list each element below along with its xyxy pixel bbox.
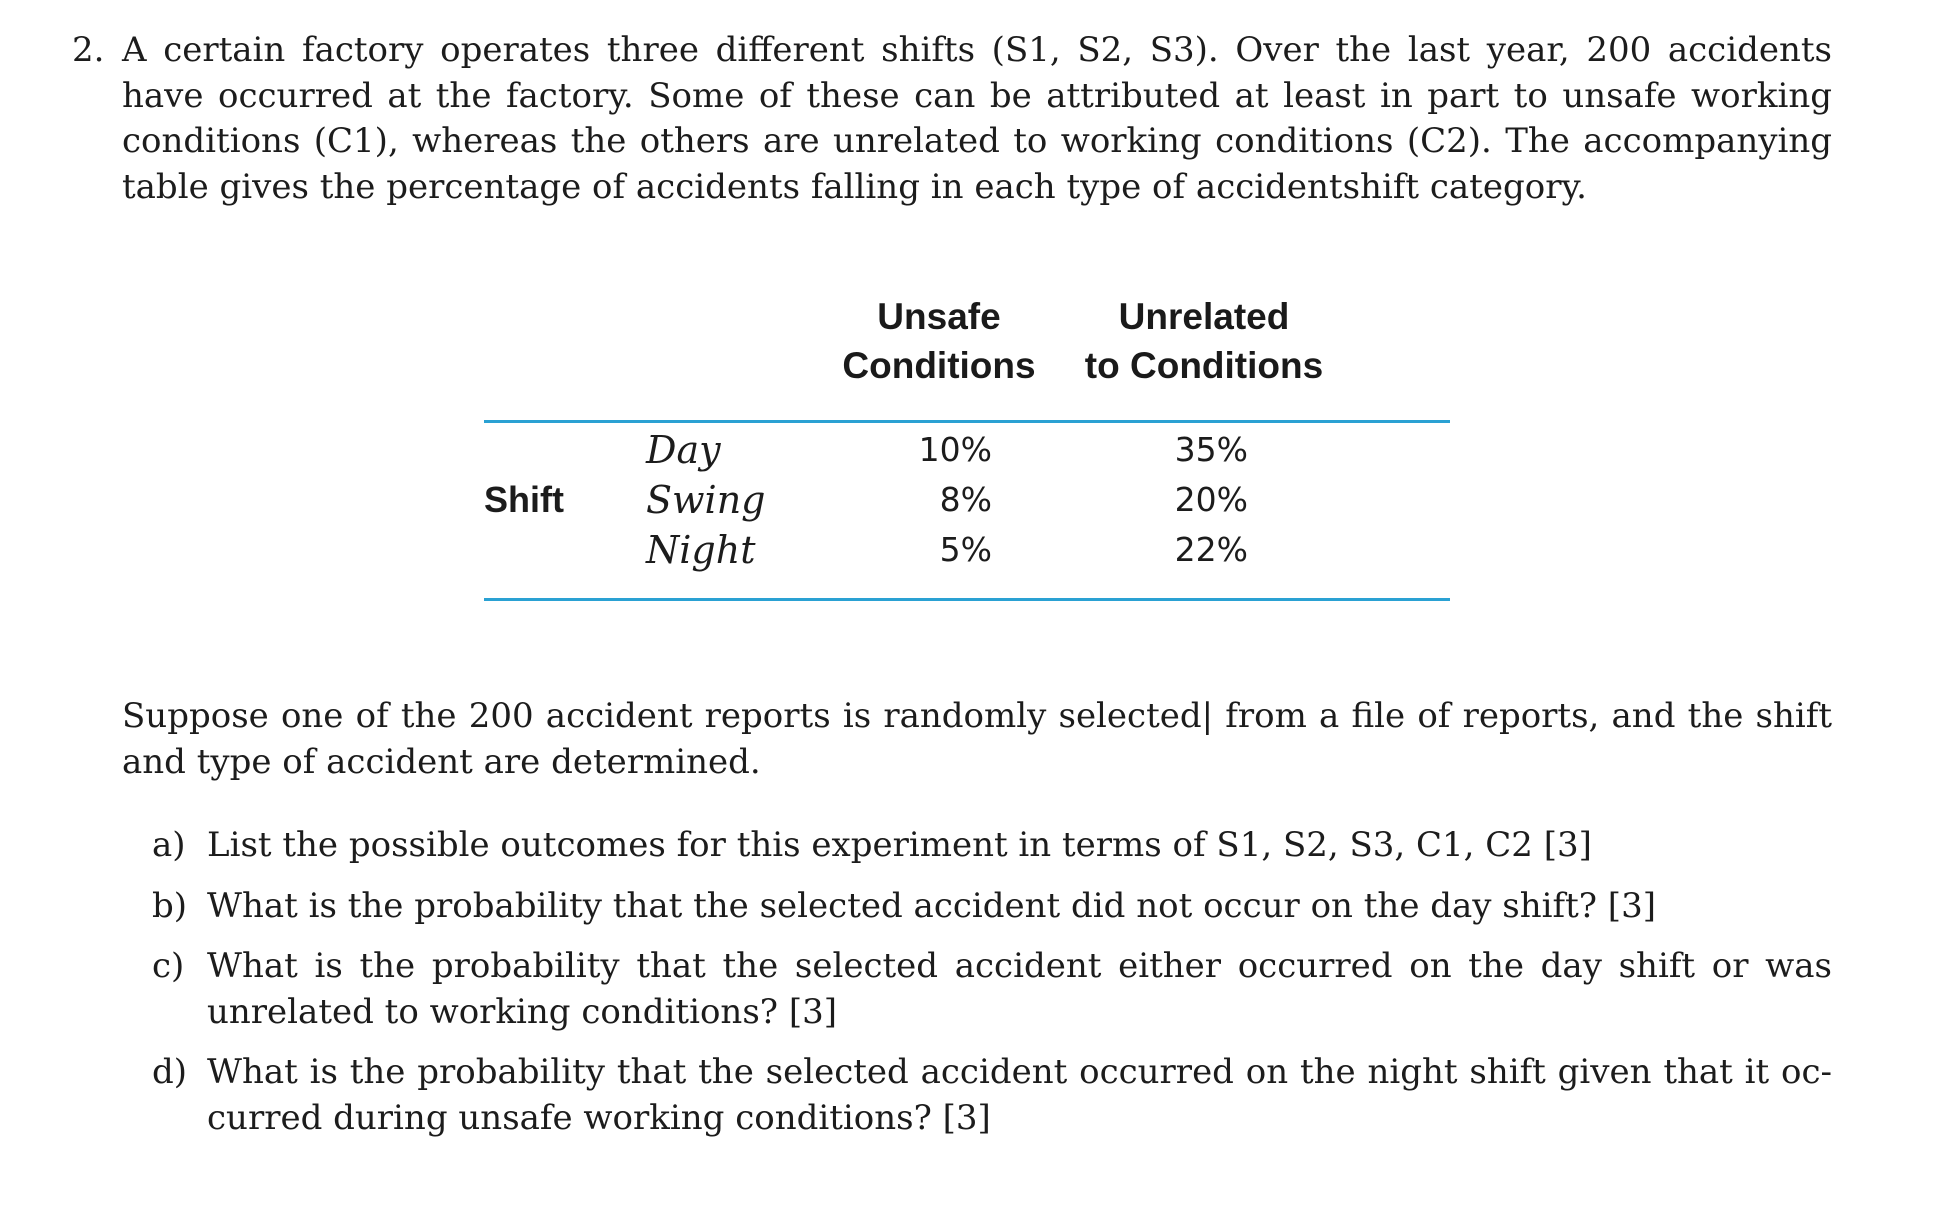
- table-bottom-rule: [484, 598, 1450, 601]
- table-top-rule: [484, 420, 1450, 423]
- cell-day-unrelated: 35%: [1174, 430, 1248, 469]
- column-header-unsafe: [814, 292, 1064, 390]
- part-a-letter: a): [152, 825, 186, 865]
- part-d: [152, 1050, 1832, 1141]
- part-b-text: What is the probability that the selected accident did not occur on the day shift? [3]: [207, 885, 1656, 926]
- part-c-letter: c): [152, 946, 185, 986]
- cell-night-unrelated: 22%: [1174, 530, 1248, 569]
- column-header-unrelated: [1064, 292, 1344, 390]
- part-b-letter: b): [152, 885, 188, 926]
- scenario-paragraph: Suppose one of the 200 accident reports is randomly selected| from a file of reports, and the shift and type of accident are determined.: [122, 696, 1832, 782]
- column-header-unrelated-text: Unrelated to Conditions: [1084, 296, 1324, 386]
- cell-swing-unrelated: 20%: [1174, 480, 1248, 519]
- part-d-text: What is the probability that the selected accident occurred on the night shift given that it oc-curred during unsafe working conditions? [3]: [207, 1052, 1832, 1138]
- cell-night-unsafe: 5%: [939, 530, 992, 569]
- accident-table: [484, 292, 1450, 602]
- row-label-night: Night: [646, 528, 756, 572]
- row-label-day: Day: [646, 428, 721, 472]
- row-label-swing: Swing: [646, 478, 766, 522]
- row-group-label: Shift: [484, 479, 564, 520]
- part-c: [152, 944, 1832, 1035]
- cell-swing-unsafe: 8%: [939, 480, 992, 519]
- part-a: [152, 823, 1832, 869]
- problem-intro: [72, 28, 1832, 210]
- intro-text: A certain factory operates three different shifts (S1, S2, S3). Over the last year, 200 accidents have occurred at the factory. Some of these can be attributed at least in part to unsafe working conditions (C1), whereas the others are unrelated to working conditions (C2). The accompanying table gives the percentage of accidents falling in each type of accidentshift category.: [122, 30, 1832, 207]
- question-parts: [152, 823, 1832, 1156]
- part-c-text: What is the probability that the selected accident either occurred on the day shift or was unrelated to working conditions? [3]: [207, 946, 1832, 1032]
- question-number: 2.: [72, 30, 105, 70]
- cell-day-unsafe: 10%: [918, 430, 992, 469]
- part-a-text: List the possible outcomes for this experiment in terms of S1, S2, S3, C1, C2 [3]: [207, 825, 1592, 865]
- column-header-unsafe-text: Unsafe Conditions: [842, 296, 1036, 386]
- part-b: [152, 884, 1832, 930]
- problem-statement: [72, 28, 1832, 210]
- part-d-letter: d): [152, 1052, 188, 1092]
